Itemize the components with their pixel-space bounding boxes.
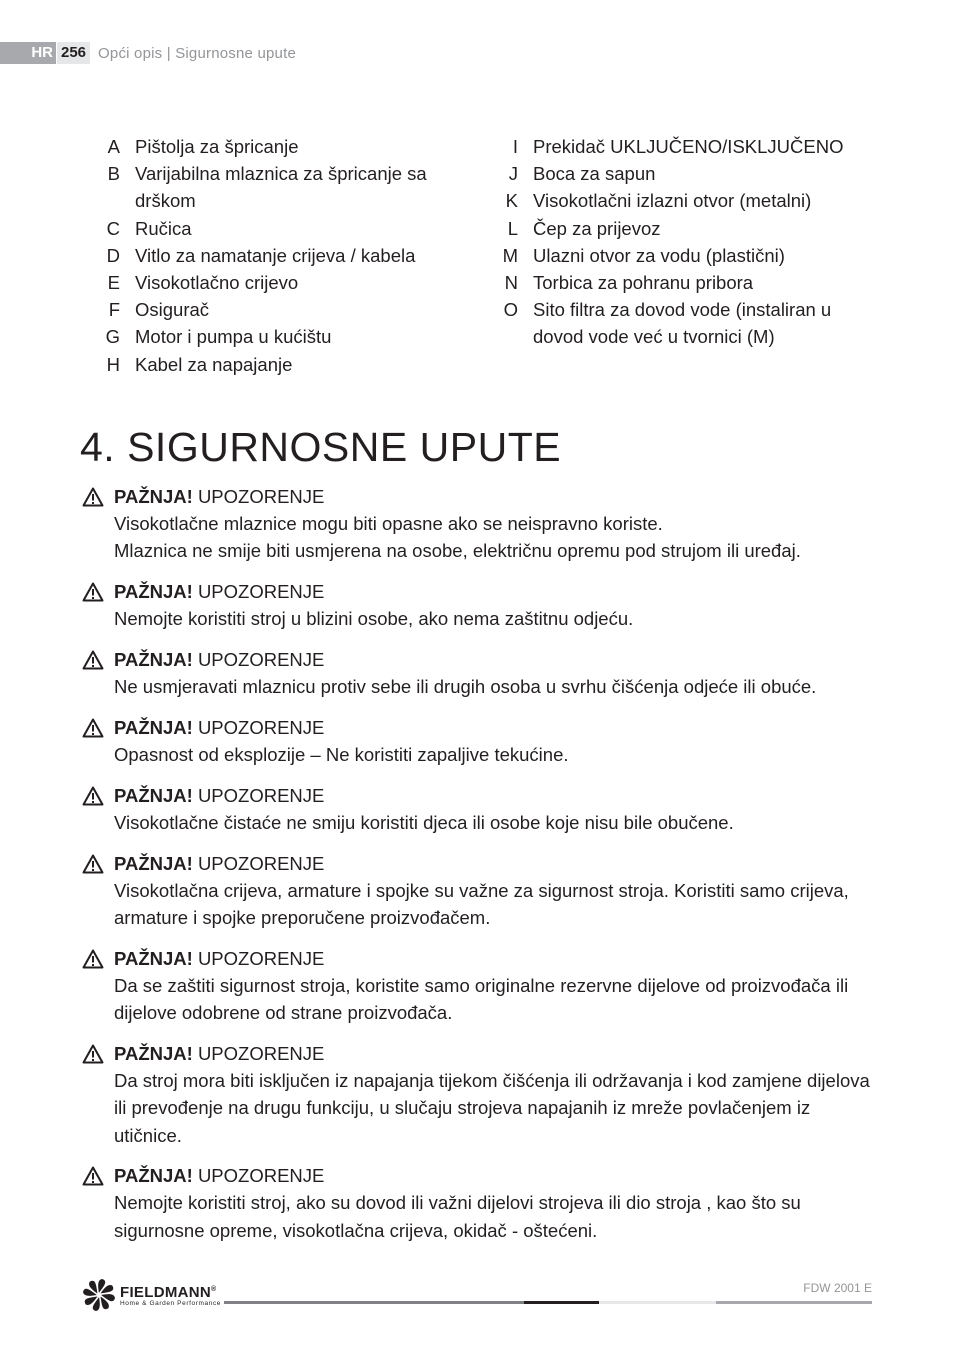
- warning-heading: [114, 483, 882, 510]
- language-code: HR: [0, 42, 56, 64]
- warning-block: [82, 483, 882, 565]
- warning-strong: PAŽNJA!: [114, 852, 193, 874]
- part-description: [135, 242, 415, 269]
- footer-bar-segment-4: [716, 1301, 872, 1304]
- part-item: [488, 296, 848, 350]
- part-item: [90, 160, 450, 214]
- page-number: 256: [57, 42, 90, 64]
- warning-block: [82, 1162, 882, 1244]
- warning-block: [82, 646, 882, 700]
- warning-label: UPOZORENJE: [197, 852, 325, 874]
- warning-heading: [114, 714, 882, 741]
- part-description: [135, 296, 209, 323]
- warning-block: [82, 945, 882, 1027]
- part-letter: B: [107, 163, 120, 185]
- part-description-line: Vitlo za namatanje crijeva / kabela: [135, 244, 416, 266]
- warning-strong: PAŽNJA!: [114, 1042, 193, 1064]
- part-item: [488, 133, 848, 160]
- warning-text-line: Da stroj mora biti isključen iz napajanja tijekom čišćenja ili održavanja i kod zamjene dijelova: [114, 1070, 870, 1092]
- footer-bar-segment-3: [599, 1301, 716, 1304]
- warning-text-line: Da se zaštiti sigurnost stroja, koristite samo originalne rezervne dijelove od proizvođača ili: [114, 975, 849, 997]
- part-description-line: Čep za prijevoz: [533, 217, 661, 239]
- warning-strong: PAŽNJA!: [114, 947, 193, 969]
- warning-heading: [114, 945, 882, 972]
- warning-label: UPOZORENJE: [197, 581, 325, 603]
- fan-logo-icon: [82, 1278, 116, 1312]
- part-item: [488, 269, 848, 296]
- parts-list-left: [90, 133, 450, 378]
- part-description-line: Visokotlačno crijevo: [135, 272, 299, 294]
- warning-triangle-icon: [82, 650, 104, 670]
- warning-triangle-icon: [82, 718, 104, 738]
- brand-name: FIELDMANN: [120, 1284, 212, 1301]
- warning-triangle-icon: [82, 1166, 104, 1186]
- warning-triangle-icon: [82, 786, 104, 806]
- part-item: [488, 242, 848, 269]
- section-title: 4. SIGURNOSNE UPUTE: [80, 424, 562, 470]
- part-description: [135, 160, 427, 214]
- part-description: [533, 215, 661, 242]
- warning-text-line: Visokotlačne mlaznice mogu biti opasne ako se neispravno koriste.: [114, 513, 663, 535]
- warning-label: UPOZORENJE: [197, 716, 325, 738]
- parts-list-right: [488, 133, 848, 351]
- warnings-list: [82, 483, 882, 1257]
- part-description: [135, 133, 299, 160]
- part-description-line: Pištolja za špricanje: [135, 136, 299, 157]
- page-header: [0, 42, 296, 64]
- warning-text-line: armature i spojke preporučene proizvođačem.: [114, 907, 491, 929]
- warning-strong: PAŽNJA!: [114, 784, 193, 806]
- part-description-line: Kabel za napajanje: [135, 353, 293, 375]
- breadcrumb: Opći opis | Sigurnosne upute: [98, 44, 296, 62]
- part-description-line: dovod vode već u tvornici (M): [533, 326, 775, 348]
- warning-block: [82, 850, 882, 932]
- warning-heading: [114, 850, 882, 877]
- part-item: [90, 269, 450, 296]
- warning-triangle-icon: [82, 854, 104, 874]
- footer-bar-segment-1: [224, 1301, 524, 1304]
- part-description: [135, 269, 298, 296]
- warning-text-line: Nemojte koristiti stroj u blizini osobe, ako nema zaštitnu odjeću.: [114, 608, 634, 630]
- part-letter: E: [107, 272, 120, 294]
- part-description-line: Torbica za pohranu pribora: [533, 272, 754, 294]
- warning-block: [82, 714, 882, 768]
- part-letter: G: [105, 326, 120, 348]
- warning-label: UPOZORENJE: [197, 649, 325, 671]
- part-description: [533, 160, 655, 187]
- warning-heading: [114, 578, 882, 605]
- part-letter: I: [512, 136, 518, 157]
- part-description: [533, 187, 811, 214]
- part-letter: L: [507, 217, 518, 239]
- part-item: [488, 187, 848, 214]
- warning-strong: PAŽNJA!: [114, 716, 193, 738]
- warning-block: [82, 1040, 882, 1149]
- part-item: [488, 160, 848, 187]
- footer-bar-segment-2: [524, 1301, 599, 1304]
- part-description: [533, 296, 831, 350]
- warning-heading: [114, 1040, 882, 1067]
- warning-heading: [114, 1162, 882, 1189]
- part-letter: C: [106, 217, 120, 239]
- part-item: [90, 351, 450, 378]
- warning-label: UPOZORENJE: [197, 947, 325, 969]
- warning-strong: PAŽNJA!: [114, 581, 193, 603]
- warning-triangle-icon: [82, 487, 104, 507]
- warning-block: [82, 782, 882, 836]
- part-letter: D: [106, 244, 120, 266]
- warning-block: [82, 578, 882, 632]
- part-item: [90, 323, 450, 350]
- part-description-line: Ulazni otvor za vodu (plastični): [533, 244, 785, 266]
- warning-triangle-icon: [82, 582, 104, 602]
- part-item: [90, 242, 450, 269]
- warning-heading: [114, 646, 882, 673]
- warning-text-line: Nemojte koristiti stroj, ako su dovod ili važni dijelovi strojeva ili dio stroja , kao što su: [114, 1192, 801, 1214]
- warning-heading: [114, 782, 882, 809]
- warning-label: UPOZORENJE: [197, 1042, 325, 1064]
- part-letter: O: [503, 299, 518, 321]
- warning-text-line: Opasnost od eksplozije – Ne koristiti zapaljive tekućine.: [114, 744, 569, 766]
- part-letter: A: [107, 136, 120, 157]
- warning-strong: PAŽNJA!: [114, 1165, 193, 1187]
- part-description-line: Boca za sapun: [533, 163, 656, 185]
- warning-triangle-icon: [82, 949, 104, 969]
- part-description-line: Sito filtra za dovod vode (instaliran u: [533, 299, 832, 321]
- warning-text-line: Visokotlačna crijeva, armature i spojke su važne za sigurnost stroja. Koristiti samo crijeva,: [114, 879, 849, 901]
- part-description-line: Varijabilna mlaznica za špricanje sa: [135, 163, 427, 185]
- warning-text-line: Visokotlačne čistaće ne smiju koristiti djeca ili osobe koje nisu bile obučene.: [114, 812, 734, 834]
- warning-text-line: dijelove odobrene od strane proizvođača.: [114, 1002, 453, 1024]
- part-letter: F: [108, 299, 120, 321]
- brand-tagline: Home & Garden Performance: [120, 1300, 221, 1307]
- warning-label: UPOZORENJE: [197, 1165, 325, 1187]
- warning-text-line: Ne usmjeravati mlaznicu protiv sebe ili drugih osoba u svrhu čišćenja odjeće ili obuće.: [114, 676, 817, 698]
- warning-text-line: utičnice.: [114, 1124, 182, 1146]
- part-description: [135, 351, 292, 378]
- part-letter: J: [508, 163, 518, 185]
- part-description-line: drškom: [135, 190, 196, 212]
- part-letter: H: [106, 353, 120, 375]
- warning-label: UPOZORENJE: [197, 486, 325, 507]
- part-item: [90, 296, 450, 323]
- part-description-line: Ručica: [135, 217, 192, 239]
- model-number: FDW 2001 E: [803, 1281, 872, 1295]
- brand-logo: [82, 1278, 221, 1312]
- part-description: [533, 242, 785, 269]
- warning-text-line: sigurnosne opreme, visokotlačna crijeva, okidač - oštećeni.: [114, 1219, 598, 1241]
- part-letter: K: [505, 190, 518, 212]
- trademark-symbol: ®: [211, 1286, 217, 1293]
- part-description: [135, 215, 192, 242]
- part-item: [90, 133, 450, 160]
- part-description: [533, 133, 843, 160]
- part-description: [135, 323, 331, 350]
- warning-triangle-icon: [82, 1044, 104, 1064]
- part-description-line: Prekidač UKLJUČENO/ISKLJUČENO: [533, 136, 844, 157]
- part-description: [533, 269, 753, 296]
- part-description-line: Motor i pumpa u kućištu: [135, 326, 332, 348]
- warning-text-line: Mlaznica ne smije biti usmjerena na osobe, električnu opremu pod strujom ili uređaj.: [114, 540, 801, 562]
- part-item: [488, 215, 848, 242]
- part-description-line: Osigurač: [135, 299, 210, 321]
- warning-text-line: ili prevođenje na drugu funkciju, u slučaju strojeva napajanih iz mreže povlačenjem iz: [114, 1097, 811, 1119]
- warning-strong: PAŽNJA!: [114, 486, 193, 507]
- part-letter: M: [502, 244, 518, 266]
- warning-strong: PAŽNJA!: [114, 649, 193, 671]
- warning-label: UPOZORENJE: [197, 784, 325, 806]
- part-item: [90, 215, 450, 242]
- part-description-line: Visokotlačni izlazni otvor (metalni): [533, 190, 812, 212]
- part-letter: N: [504, 272, 518, 294]
